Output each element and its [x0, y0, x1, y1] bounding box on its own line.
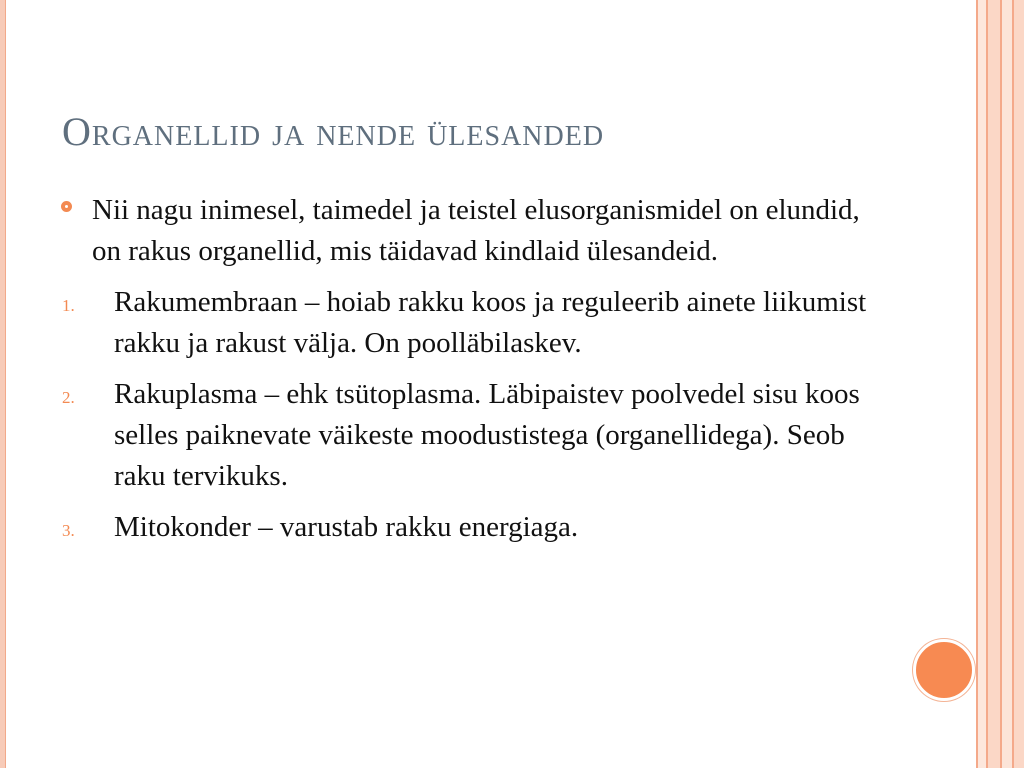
- list-item-text: Rakumembraan – hoiab rakku koos ja reguleerib ainete liikumist rakku ja rakust välja. On poolläbilaskev.: [114, 286, 867, 359]
- list-item: [0, 507, 894, 548]
- intro-text: Nii nagu inimesel, taimedel ja teistel elusorganismidel on elundid, on rakus organellid, mis täidavad kindlaid ülesandeid.: [92, 194, 860, 267]
- slide-content: [0, 190, 940, 558]
- stripe: [1014, 0, 1024, 768]
- list-number: 1.: [62, 296, 75, 315]
- list-number: 2.: [62, 388, 75, 407]
- list-number: 3.: [62, 521, 75, 540]
- list-item-text: Mitokonder – varustab rakku energiaga.: [114, 511, 579, 543]
- circle-bullet-icon: [61, 201, 72, 212]
- stripe: [988, 0, 1000, 768]
- stripe: [978, 0, 986, 768]
- stripe: [1002, 0, 1012, 768]
- list-item: [0, 282, 894, 364]
- intro-bullet: [0, 190, 892, 272]
- list-item-text: Rakuplasma – ehk tsütoplasma. Läbipaistev poolvedel sisu koos selles paiknevate väikeste moodustistega (organellidega). Seob raku tervikuks.: [114, 378, 860, 492]
- right-stripes-decoration: [976, 0, 1024, 768]
- slide-title: Organellid ja nende ülesanded: [62, 109, 605, 154]
- orange-circle-decoration: [913, 639, 975, 701]
- list-item: [0, 374, 894, 497]
